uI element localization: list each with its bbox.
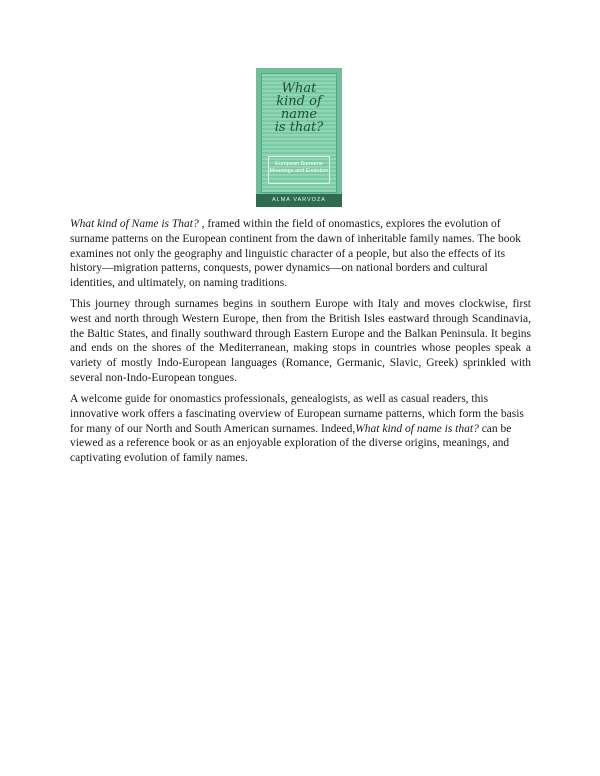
- book-title-italic: What kind of name is that?: [355, 422, 479, 435]
- cover-panel: [261, 73, 337, 193]
- book-title-italic: What kind of Name is That?: [70, 218, 199, 230]
- cover-title-line: is that?: [274, 120, 324, 135]
- description-paragraph-1: [70, 217, 531, 291]
- paragraph-text: A welcome guide for onomastics professionals, genealogists, as well as casual readers, this innovative work offers a fascinating overview of European surname patterns, which form the basis for many of our North and South American surnames. Indeed,: [70, 393, 524, 435]
- description-paragraph-2: [70, 297, 531, 386]
- book-cover-image: [256, 68, 342, 207]
- cover-subtitle: [268, 156, 330, 184]
- paragraph-text: can be viewed as a reference book or as an enjoyable exploration of the diverse origins, meanings, and captivating evolution of family names.: [70, 422, 512, 465]
- paragraph-text: This journey through surnames begins in southern Europe with Italy and moves clockwise, first west and north through Western Europe, then from the British Isles eastward through Scandinavia, the Baltic States, and finally southward through Eastern Europe and the Balkan Peninsula. It begins and ends on the shores of the Mediterranean, making stops in countries whose peoples speak a variety of mostly Indo-European languages (Romance, Germanic, Slavic, Greek) sprinkled with several non-Indo-European tongues.: [70, 298, 531, 384]
- cover-title-line: name: [280, 107, 318, 122]
- cover-title-line: kind of: [276, 94, 322, 109]
- description-paragraph-3: [70, 392, 531, 466]
- cover-title: [266, 82, 332, 134]
- cover-title-line: What: [281, 81, 317, 96]
- cover-subtitle-line: Meanings and Evolution: [269, 168, 329, 174]
- paragraph-text: , framed within the field of onomastics, explores the evolution of surname patterns on the European continent from the dawn of inheritable family names. The book examines not only the geography and linguistic character of a people, but also the effects of its history—migration patterns, conquests, power dynamics—on national borders and cultural identities, and ultimately, on naming traditions.: [70, 218, 522, 290]
- cover-author: ALMA VARVOZA: [256, 194, 342, 207]
- cover-subtitle-line: European Surname: [275, 161, 323, 167]
